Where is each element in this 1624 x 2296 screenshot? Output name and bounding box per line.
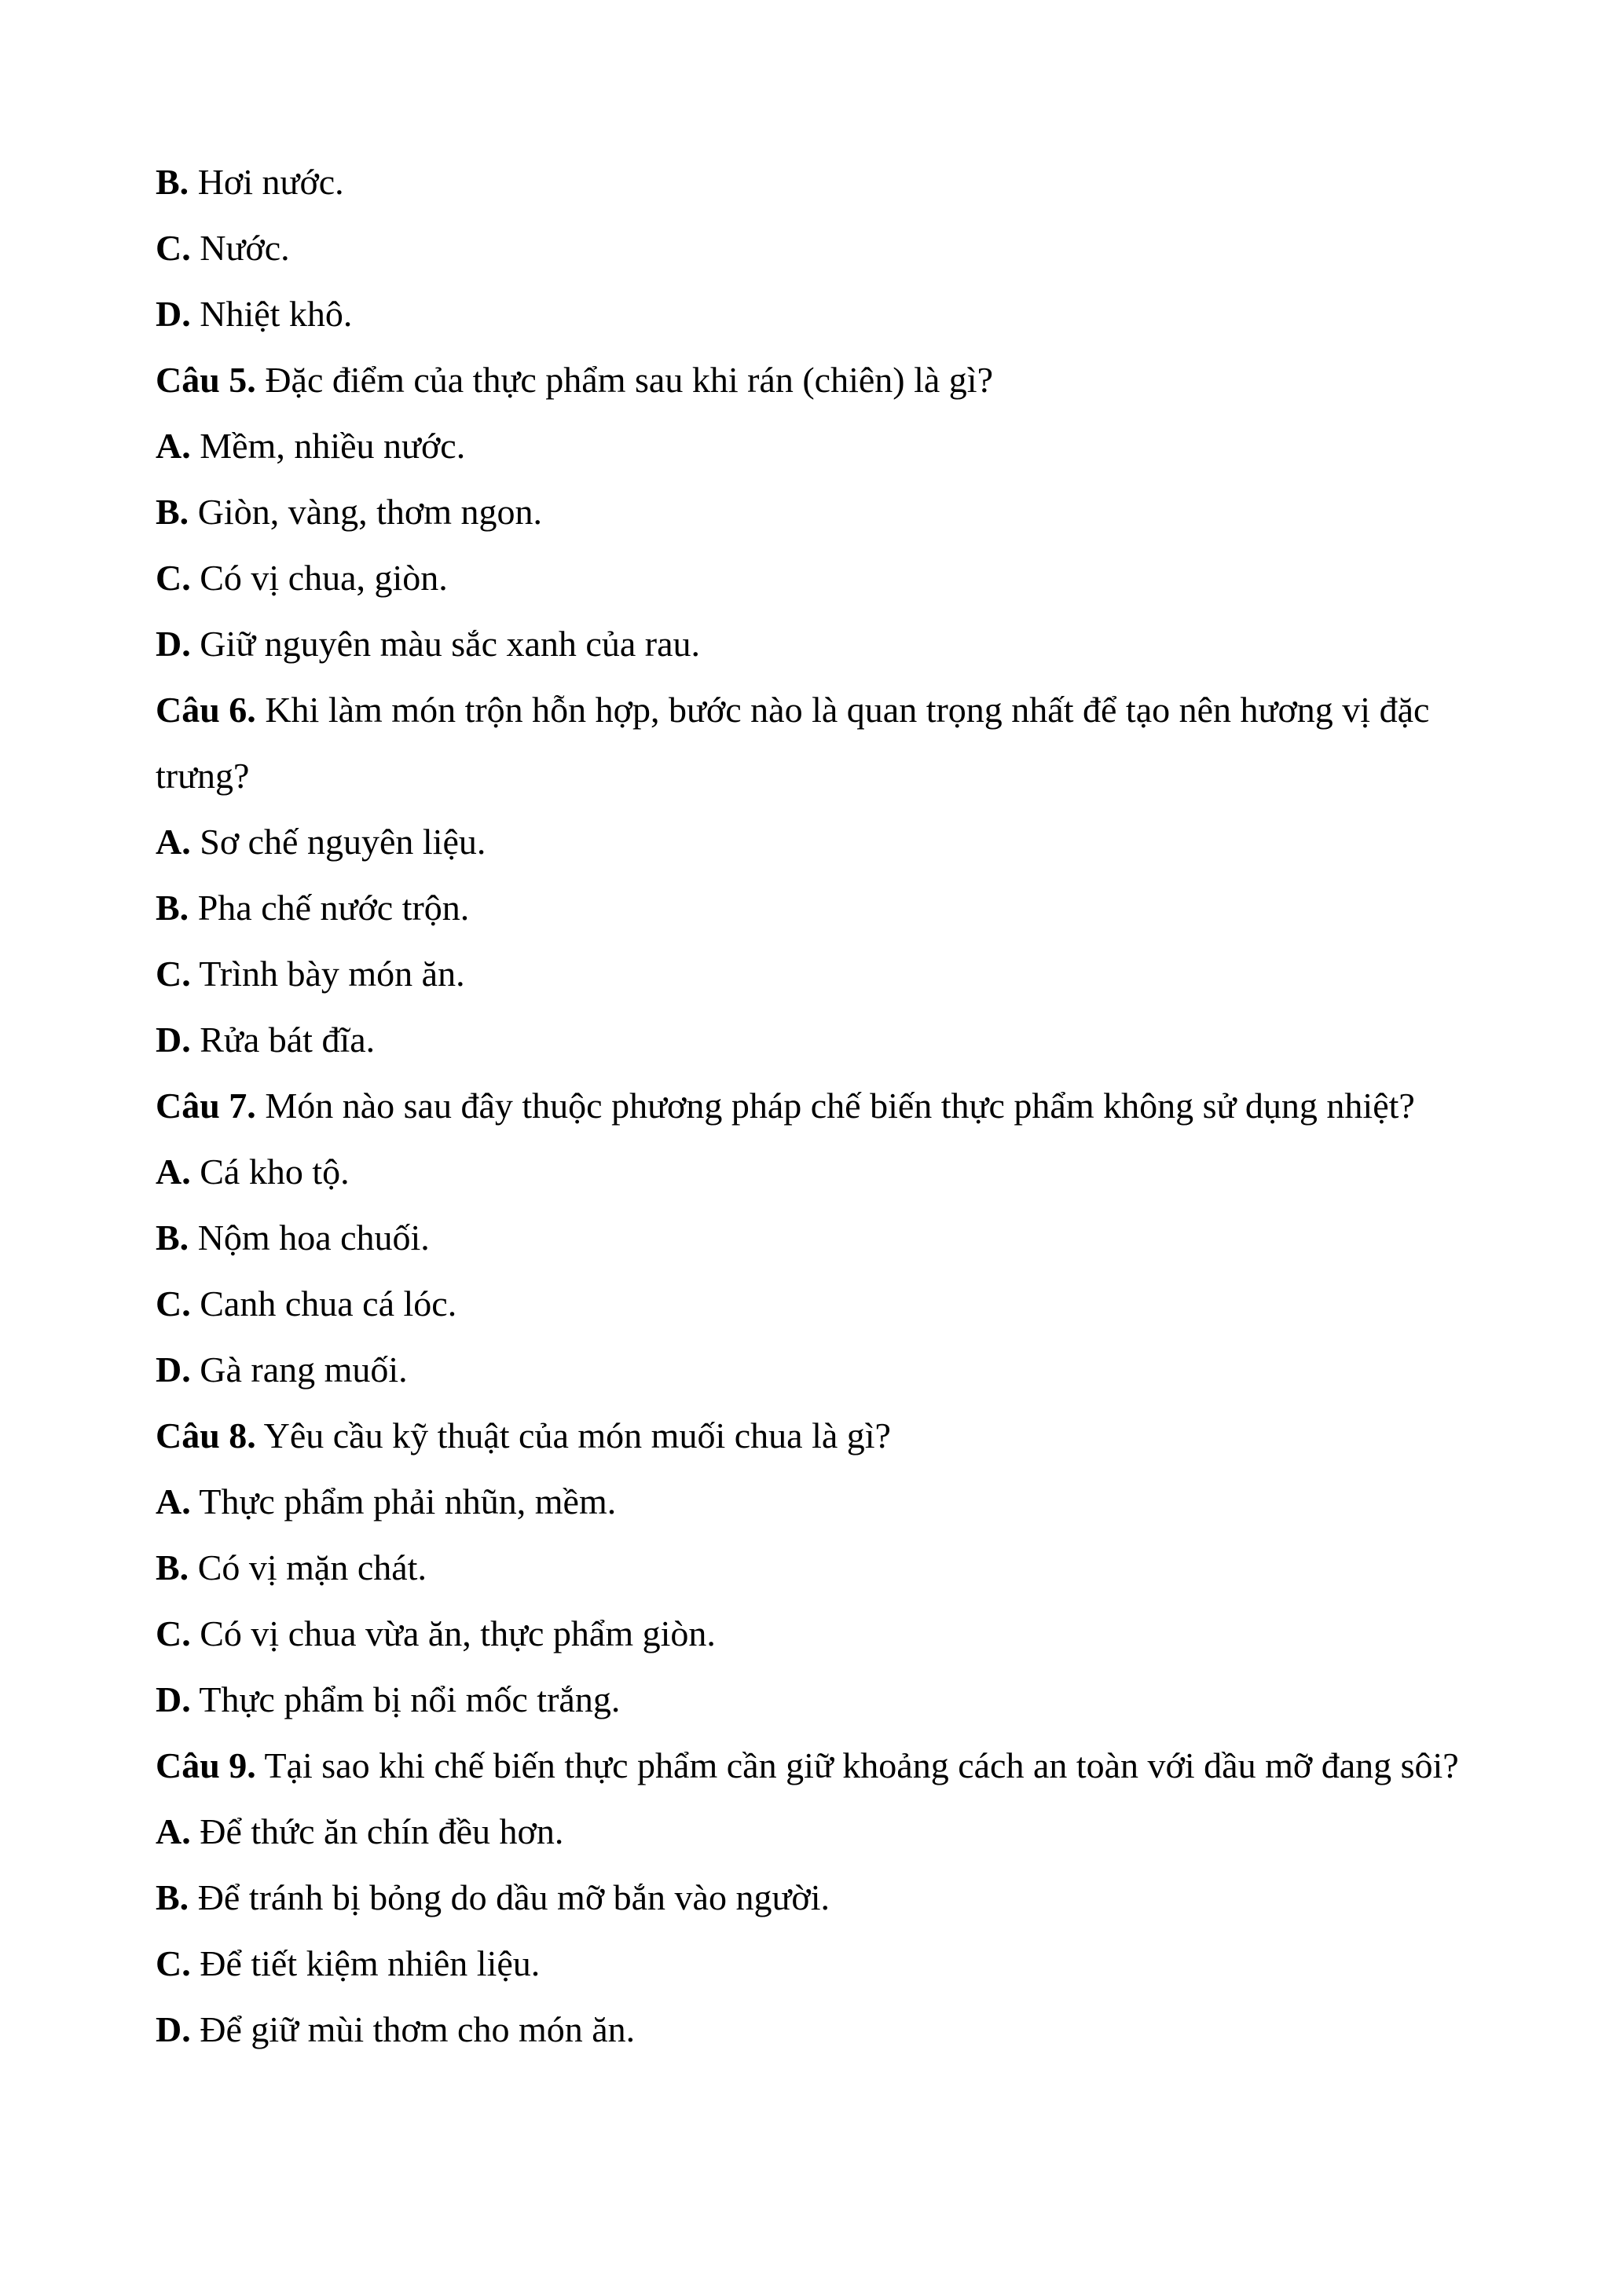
question-text: Khi làm món trộn hỗn hợp, bước nào là quan trọng nhất để tạo nên hương vị đặc trưng? [156, 690, 1430, 796]
option-label: B. [156, 1218, 189, 1258]
answer-option [156, 1205, 1483, 1271]
option-text: Thực phẩm bị nổi mốc trắng. [190, 1679, 621, 1719]
option-label: D. [156, 1349, 191, 1390]
answer-option [156, 1007, 1483, 1073]
option-text: Nộm hoa chuối. [189, 1218, 430, 1258]
answer-option [156, 545, 1483, 611]
answer-option [156, 1931, 1483, 1997]
answer-option [156, 1271, 1483, 1337]
question-text: Tại sao khi chế biến thực phẩm cần giữ khoảng cách an toàn với dầu mỡ đang sôi? [255, 1745, 1459, 1785]
answer-option [156, 1667, 1483, 1733]
option-label: D. [156, 2009, 191, 2049]
answer-option [156, 875, 1483, 941]
option-text: Trình bày món ăn. [190, 954, 465, 994]
question-number: Câu 5. [156, 360, 256, 400]
option-text: Thực phẩm phải nhũn, mềm. [190, 1481, 617, 1522]
option-text: Giữ nguyên màu sắc xanh của rau. [190, 624, 701, 664]
option-label: D. [156, 624, 191, 664]
option-label: A. [156, 1481, 191, 1522]
option-text: Để tiết kiệm nhiên liệu. [190, 1943, 541, 1983]
option-text: Mềm, nhiều nước. [190, 426, 466, 466]
question-number: Câu 6. [156, 690, 256, 730]
option-label: A. [156, 822, 191, 862]
option-label: B. [156, 888, 189, 928]
answer-option [156, 611, 1483, 677]
answer-option [156, 1337, 1483, 1403]
option-text: Sơ chế nguyên liệu. [190, 822, 486, 862]
question-list [156, 149, 1483, 2063]
option-label: C. [156, 1283, 191, 1324]
option-text: Nước. [190, 228, 290, 268]
option-label: A. [156, 1152, 191, 1192]
answer-option [156, 149, 1483, 215]
option-label: D. [156, 294, 191, 334]
question-7 [156, 1073, 1483, 1139]
option-text: Hơi nước. [189, 162, 344, 202]
question-5 [156, 347, 1483, 413]
question-text: Đặc điểm của thực phẩm sau khi rán (chiên) là gì? [255, 360, 993, 400]
question-text: Món nào sau đây thuộc phương pháp chế biến thực phẩm không sử dụng nhiệt? [255, 1086, 1415, 1126]
option-label: D. [156, 1679, 191, 1719]
question-text: Yêu cầu kỹ thuật của món muối chua là gì? [255, 1415, 891, 1456]
option-label: C. [156, 558, 191, 598]
answer-option [156, 1469, 1483, 1535]
option-label: C. [156, 1943, 191, 1983]
answer-option [156, 1865, 1483, 1931]
option-text: Giòn, vàng, thơm ngon. [189, 492, 542, 532]
answer-option [156, 1799, 1483, 1865]
question-number: Câu 8. [156, 1415, 256, 1456]
option-label: C. [156, 1613, 191, 1653]
option-text: Canh chua cá lóc. [190, 1283, 457, 1324]
option-label: C. [156, 954, 191, 994]
question-8 [156, 1403, 1483, 1469]
option-text: Pha chế nước trộn. [189, 888, 470, 928]
option-text: Để thức ăn chín đều hơn. [190, 1811, 564, 1851]
option-text: Có vị chua, giòn. [190, 558, 448, 598]
option-label: B. [156, 492, 189, 532]
answer-option [156, 1139, 1483, 1205]
question-9 [156, 1733, 1483, 1799]
question-number: Câu 7. [156, 1086, 256, 1126]
option-label: D. [156, 1020, 191, 1060]
answer-option [156, 281, 1483, 347]
option-label: A. [156, 426, 191, 466]
answer-option [156, 1535, 1483, 1601]
option-text: Để tránh bị bỏng do dầu mỡ bắn vào người. [189, 1877, 830, 1917]
option-text: Gà rang muối. [190, 1349, 408, 1390]
option-label: B. [156, 1547, 189, 1587]
answer-option [156, 1601, 1483, 1667]
option-label: A. [156, 1811, 191, 1851]
option-text: Để giữ mùi thơm cho món ăn. [190, 2009, 636, 2049]
option-label: B. [156, 1877, 189, 1917]
answer-option [156, 479, 1483, 545]
option-label: B. [156, 162, 189, 202]
option-text: Rửa bát đĩa. [190, 1020, 376, 1060]
question-6 [156, 677, 1483, 809]
option-text: Có vị mặn chát. [189, 1547, 427, 1587]
option-text: Nhiệt khô. [190, 294, 353, 334]
answer-option [156, 413, 1483, 479]
option-label: C. [156, 228, 191, 268]
answer-option [156, 809, 1483, 875]
answer-option [156, 215, 1483, 281]
answer-option [156, 1997, 1483, 2063]
question-number: Câu 9. [156, 1745, 256, 1785]
option-text: Có vị chua vừa ăn, thực phẩm giòn. [190, 1613, 716, 1653]
answer-option [156, 941, 1483, 1007]
option-text: Cá kho tộ. [190, 1152, 350, 1192]
